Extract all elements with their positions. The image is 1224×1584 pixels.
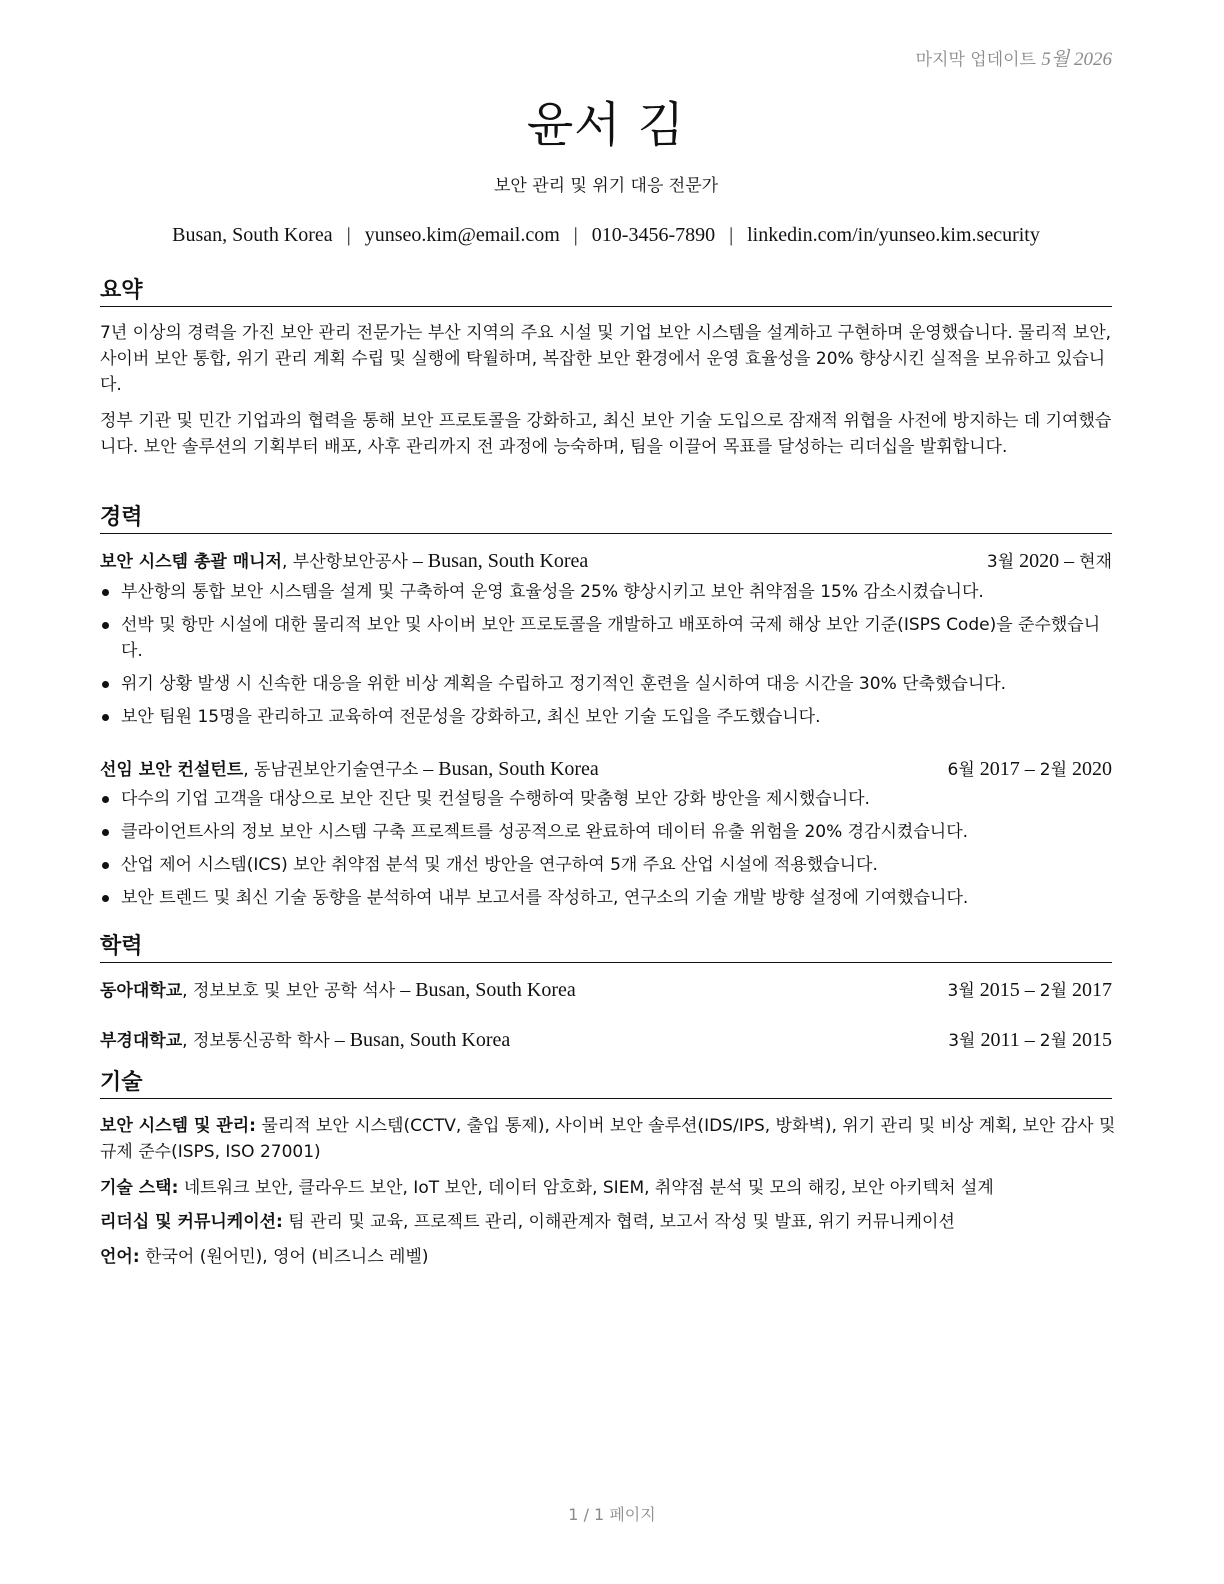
school-location: Busan, South Korea	[349, 1029, 511, 1051]
skill-line	[100, 1209, 1116, 1235]
contact-separator: |	[346, 224, 351, 246]
candidate-headline: 보안 관리 및 위기 대응 전문가	[493, 176, 719, 196]
candidate-name: 윤서 김	[526, 97, 686, 153]
resume-page	[100, 0, 1116, 1584]
skill-line	[100, 1244, 1116, 1270]
contact-line	[80, 224, 1132, 247]
list-item: 다수의 기업 고객을 대상으로 보안 진단 및 컨설팅을 수행하여 맞춤형 보안 강화 방안을 제시했습니다.	[100, 786, 1114, 812]
list-item: 보안 팀원 15명을 관리하고 교육하여 전문성을 강화하고, 최신 보안 기술 도입을 주도했습니다.	[100, 704, 1114, 730]
section-heading-experience: 경력	[100, 503, 1112, 534]
skill-value: 팀 관리 및 교육, 프로젝트 관리, 이해관계자 협력, 보고서 작성 및 발표, 위기 커뮤니케이션	[288, 1212, 955, 1232]
list-item: 부산항의 통합 보안 시스템을 설계 및 구축하여 운영 효율성을 25% 향상시키고 보안 취약점을 15% 감소시켰습니다.	[100, 579, 1114, 605]
education-entry: 동아대학교, 정보보호 및 보안 공학 석사 – Busan, South Korea 3월 2015 – 2월 2017	[100, 977, 1112, 1003]
last-updated	[916, 44, 1112, 71]
job-organization: 부산항보안공사	[292, 552, 408, 572]
contact-separator: |	[729, 224, 734, 246]
job-location: Busan, South Korea	[427, 550, 589, 572]
school-location: Busan, South Korea	[415, 979, 576, 1001]
list-item: 클라이언트사의 정보 보안 시스템 구축 프로젝트를 성공적으로 완료하여 데이터 유출 위험을 20% 경감시켰습니다.	[100, 819, 1114, 845]
education-entry: 부경대학교, 정보통신공학 학사 – Busan, South Korea 3월 2011 – 2월 2015	[100, 1027, 1112, 1053]
section-heading-education: 학력	[100, 932, 1112, 963]
job-bullets	[100, 786, 1114, 918]
contact-separator: |	[573, 224, 578, 246]
job-dates: 3월 2020 – 현재	[986, 550, 1112, 572]
contact-linkedin[interactable]: linkedin.com/in/yunseo.kim.security	[747, 224, 1040, 246]
summary-paragraph: 7년 이상의 경력을 가진 보안 관리 전문가는 부산 지역의 주요 시설 및 기업 보안 시스템을 설계하고 구현하며 운영했습니다. 물리적 보안, 사이버 보안 통합, 위기 관리 계획 수립 및 실행에 탁월하며, 복잡한 보안 환경에서 운영 효율성을 20% 향상시킨 실적을 보유하고 있습니다.	[100, 323, 1112, 395]
job-header: 선임 보안 컨설턴트, 동남권보안기술연구소 – Busan, South Korea 6월 2017 – 2월 2020	[100, 756, 1112, 782]
skill-line	[100, 1113, 1116, 1165]
skill-label: 보안 시스템 및 관리:	[100, 1116, 256, 1136]
degree-name: 정보통신공학 학사	[192, 1031, 330, 1051]
degree-name: 정보보호 및 보안 공학 석사	[192, 981, 396, 1001]
job-dates: 6월 2017 – 2월 2020	[947, 758, 1112, 780]
skill-value: 네트워크 보안, 클라우드 보안, IoT 보안, 데이터 암호화, SIEM, 취약점 분석 및 모의 해킹, 보안 아키텍처 설계	[183, 1178, 994, 1198]
list-item: 선박 및 항만 시설에 대한 물리적 보안 및 사이버 보안 프로토콜을 개발하고 배포하여 국제 해상 보안 기준(ISPS Code)을 준수했습니다.	[100, 612, 1114, 664]
job-organization: 동남권보안기술연구소	[254, 760, 419, 780]
job-title: 선임 보안 컨설턴트	[100, 760, 244, 780]
page-footer	[0, 1502, 1224, 1525]
section-heading-skills: 기술	[100, 1068, 1112, 1099]
contact-phone[interactable]: 010-3456-7890	[591, 224, 716, 246]
job-location: Busan, South Korea	[438, 758, 599, 780]
skill-label: 언어:	[100, 1247, 140, 1267]
contact-location: Busan, South Korea	[172, 224, 333, 246]
school-name: 부경대학교	[100, 1031, 183, 1051]
summary-paragraph: 정부 기관 및 민간 기업과의 협력을 통해 보안 프로토콜을 강화하고, 최신 보안 기술 도입으로 잠재적 위협을 사전에 방지하는 데 기여했습니다. 보안 솔루션의 기획부터 배포, 사후 관리까지 전 과정에 능숙하며, 팀을 이끌어 목표를 달성하는 리더십을 발휘합니다.	[100, 411, 1112, 457]
job-header: 보안 시스템 총괄 매니저, 부산항보안공사 – Busan, South Korea 3월 2020 – 현재	[100, 548, 1112, 574]
job-bullets	[100, 579, 1114, 737]
page-indicator: 1 / 1	[568, 1505, 605, 1524]
job-title: 보안 시스템 총괄 매니저	[100, 552, 282, 572]
section-heading-summary: 요약	[100, 276, 1112, 307]
skill-label: 기술 스택:	[100, 1178, 179, 1198]
education-dates: 3월 2015 – 2월 2017	[947, 979, 1112, 1001]
skill-label: 리더십 및 커뮤니케이션:	[100, 1212, 283, 1232]
list-item: 위기 상황 발생 시 신속한 대응을 위한 비상 계획을 수립하고 정기적인 훈련을 실시하여 대응 시간을 30% 단축했습니다.	[100, 671, 1114, 697]
last-updated-label: 마지막 업데이트	[915, 50, 1036, 70]
skill-line	[100, 1175, 1116, 1201]
skill-value: 한국어 (원어민), 영어 (비즈니스 레벨)	[145, 1247, 429, 1267]
list-item: 산업 제어 시스템(ICS) 보안 취약점 분석 및 개선 방안을 연구하여 5개 주요 산업 시설에 적용했습니다.	[100, 852, 1114, 878]
school-name: 동아대학교	[100, 981, 183, 1001]
contact-email[interactable]: yunseo.kim@email.com	[364, 224, 560, 246]
page-label: 페이지	[609, 1505, 656, 1524]
education-dates: 3월 2011 – 2월 2015	[948, 1029, 1112, 1051]
list-item: 보안 트렌드 및 최신 기술 동향을 분석하여 내부 보고서를 작성하고, 연구소의 기술 개발 방향 설정에 기여했습니다.	[100, 885, 1114, 911]
last-updated-date: 5월 2026	[1041, 49, 1112, 70]
skill-value: 물리적 보안 시스템(CCTV, 출입 통제), 사이버 보안 솔루션(IDS/IPS, 방화벽), 위기 관리 및 비상 계획, 보안 감사 및 규제 준수(ISPS, ISO 27001)	[100, 1116, 1116, 1162]
